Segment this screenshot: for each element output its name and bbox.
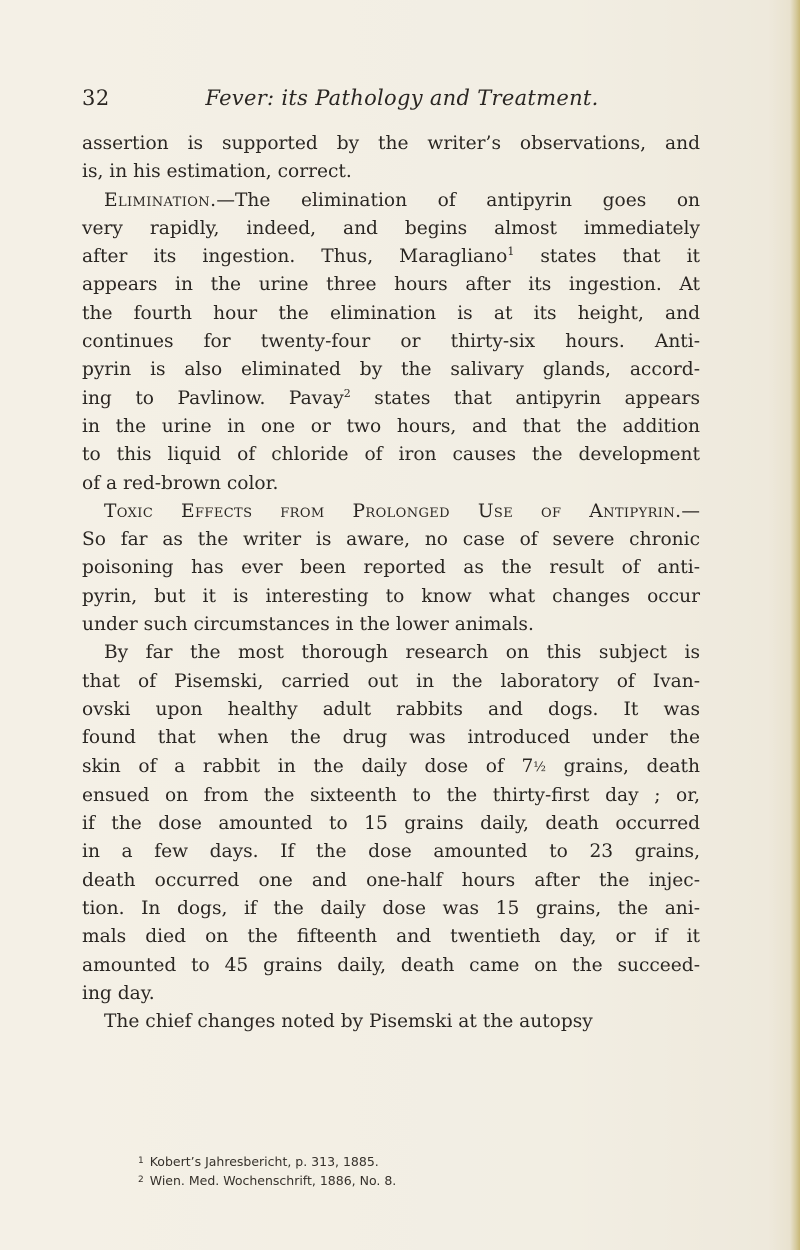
text-line: mals died on the fifteenth and twentieth day, or if it — [82, 926, 700, 948]
text-line: to this liquid of chloride of iron causes the development — [82, 444, 700, 466]
text-line: continues for twenty-four or thirty-six hours. Anti- — [82, 331, 700, 353]
text-line: ing day. — [82, 982, 155, 1004]
running-title: Fever: its Pathology and Treatment. — [205, 86, 599, 110]
text-line: appears in the urine three hours after its ingestion. At — [82, 274, 700, 296]
text-line: after its ingestion. Thus, Maragliano$^1$ states that it — [82, 245, 700, 268]
footnote-text: Wien. Med. Wochenschrift, 1886, No. 8. — [149, 1173, 397, 1188]
footnote-mark: 2 — [138, 1175, 144, 1185]
text-line: the fourth hour the elimination is at its height, and — [82, 302, 700, 324]
body-text — [82, 130, 700, 1037]
fraction: ½ — [533, 759, 546, 775]
text-line: skin of a rabbit in the daily dose of 7½ grains, death — [82, 755, 701, 777]
text-line: Toxic Effects from Prolonged Use of Antipyrin.— — [104, 500, 700, 522]
text-line: pyrin is also eliminated by the salivary glands, accord- — [82, 359, 700, 381]
page-header — [82, 86, 722, 116]
footnotes — [138, 1152, 698, 1190]
text-line: poisoning has ever been reported as the result of anti- — [82, 557, 700, 579]
text-line: tion. In dogs, if the daily dose was 15 grains, the ani- — [82, 898, 700, 920]
text-line: assertion is supported by the writer’s observations, and — [82, 133, 700, 154]
text-line: under such circumstances in the lower animals. — [82, 614, 534, 636]
text-line: if the dose amounted to 15 grains daily, death occurred — [82, 813, 700, 835]
text-line: that of Pisemski, carried out in the laboratory of Ivan- — [82, 670, 700, 692]
text-line: ovski upon healthy adult rabbits and dogs. It was — [82, 698, 700, 720]
text-line: The chief changes noted by Pisemski at the autopsy — [104, 1011, 593, 1033]
text-line: By far the most thorough research on this subject is — [104, 642, 700, 664]
text-line: amounted to 45 grains daily, death came on the succeed- — [82, 954, 700, 976]
text-line: So far as the writer is aware, no case of severe chronic — [82, 529, 700, 551]
text-line: death occurred one and one-half hours after the injec- — [82, 869, 700, 891]
text-line: ing to Pavlinow. Pavay$^2$ states that antipyrin appears — [82, 386, 700, 409]
page-number: 32 — [82, 86, 110, 110]
text-line: is, in his estimation, correct. — [82, 161, 352, 183]
text-line: found that when the drug was introduced under the — [82, 727, 700, 749]
page-edge-shadow — [790, 0, 800, 1250]
text-line: ensued on from the sixteenth to the thirty-first day ; or, — [82, 784, 700, 806]
footnote — [138, 1171, 698, 1190]
footnote-ref: 1 — [507, 245, 515, 259]
footnote-text: Kobert’s Jahresbericht, p. 313, 1885. — [149, 1154, 379, 1169]
text-line: very rapidly, indeed, and begins almost immediately — [82, 217, 700, 239]
text-line: in a few days. If the dose amounted to 23 grains, — [82, 841, 700, 863]
footnote — [138, 1152, 698, 1171]
text-line: Elimination.—The elimination of antipyrin goes on — [104, 189, 700, 211]
footnote-ref: 2 — [343, 386, 351, 400]
section-heading-toxic-effects: Toxic Effects from Prolonged Use of Antipyrin. — [104, 500, 682, 522]
text-line: pyrin, but it is interesting to know what changes occur — [82, 585, 700, 607]
text-line: of a red-brown color. — [82, 472, 279, 494]
text-line: in the urine in one or two hours, and that the addition — [82, 415, 700, 437]
footnote-mark: 1 — [138, 1156, 144, 1166]
section-heading-elimination: Elimination. — [104, 189, 217, 211]
